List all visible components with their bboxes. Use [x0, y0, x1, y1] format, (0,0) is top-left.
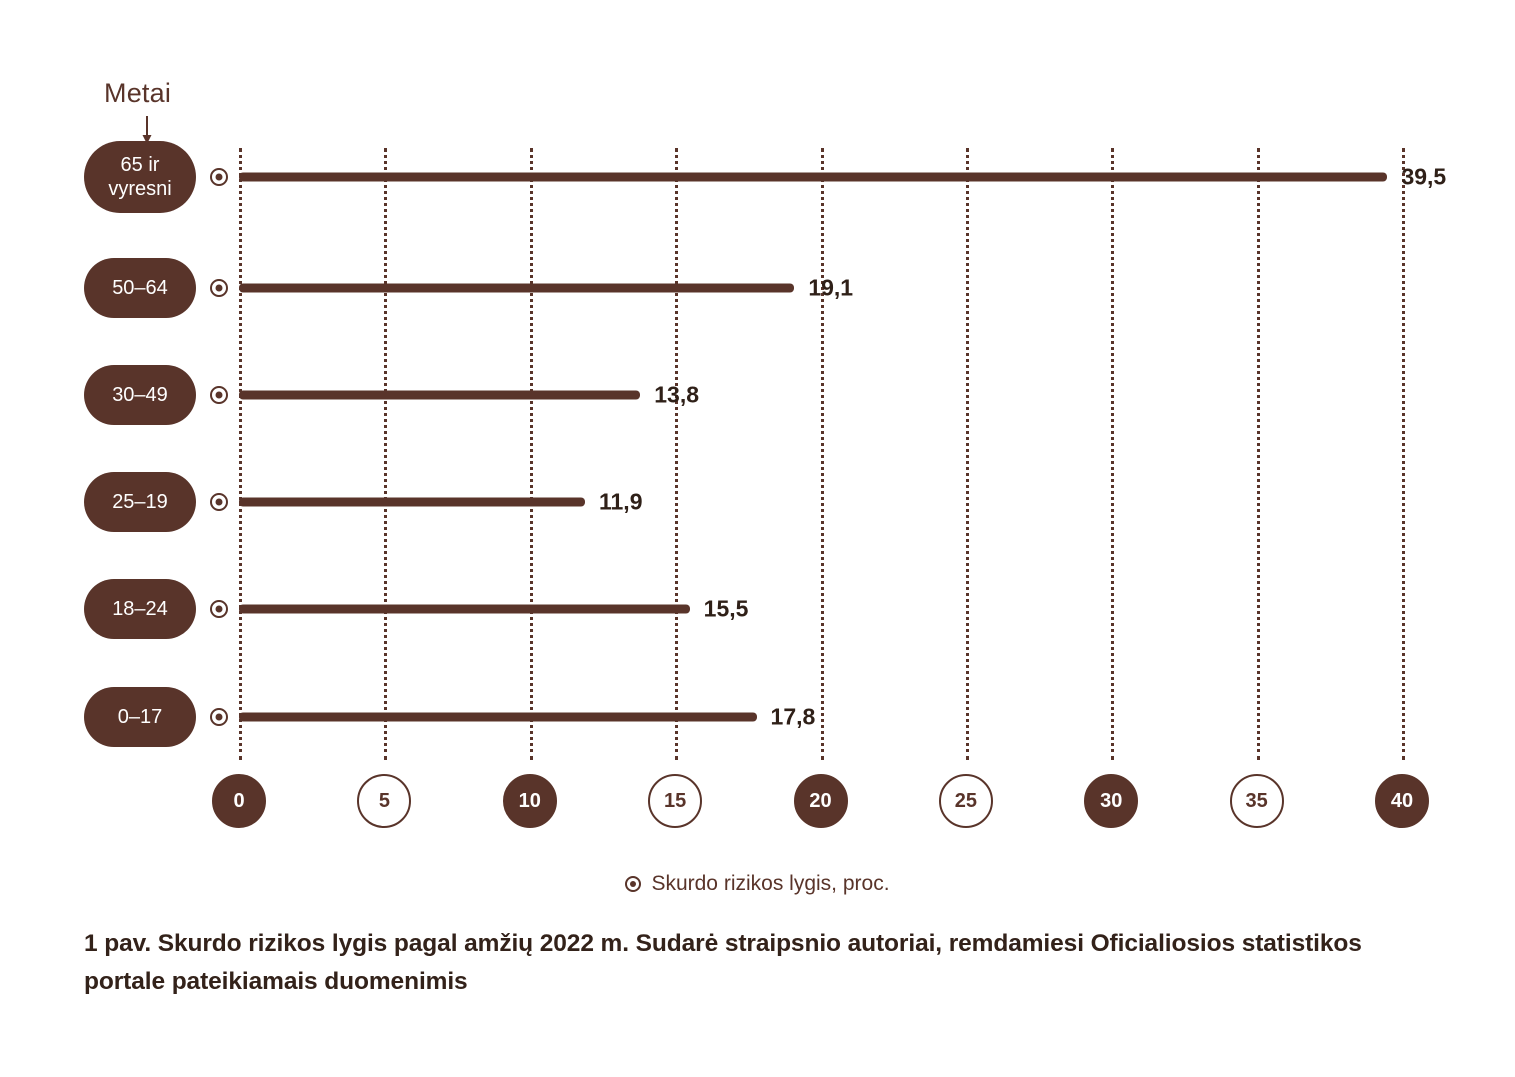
x-axis-tick: 35 [1230, 774, 1284, 828]
category-pill: 30–49 [84, 365, 196, 425]
bar-row [0, 375, 1515, 415]
x-axis-tick: 5 [357, 774, 411, 828]
gridline [530, 148, 533, 760]
bar-value-label: 19,1 [808, 274, 854, 301]
gridline [1402, 148, 1405, 760]
dot-marker-icon [210, 493, 228, 511]
bar-row [0, 157, 1515, 197]
bar-row [0, 697, 1515, 737]
bar-row [0, 482, 1515, 522]
gridline [384, 148, 387, 760]
bar [239, 605, 690, 614]
x-axis-tick: 15 [648, 774, 702, 828]
x-axis-tick: 40 [1375, 774, 1429, 828]
category-pill: 0–17 [84, 687, 196, 747]
x-axis-tick: 0 [212, 774, 266, 828]
bar-value-label: 39,5 [1401, 163, 1447, 190]
dot-marker-icon [210, 600, 228, 618]
bar [239, 173, 1387, 182]
bar [239, 284, 794, 293]
figure-caption: 1 pav. Skurdo rizikos lygis pagal amžių 2022 m. Sudarė straipsnio autoriai, remdamiesi Oficialiosios statistikos portale pateikiamais duomenimis [84, 930, 1362, 995]
chart-legend [0, 872, 1515, 896]
bar-row [0, 268, 1515, 308]
bar-value-label: 17,8 [770, 703, 816, 730]
gridline [675, 148, 678, 760]
bar [239, 391, 640, 400]
dot-marker-icon [210, 708, 228, 726]
bar-row [0, 589, 1515, 629]
bar [239, 713, 757, 722]
x-axis-tick: 30 [1084, 774, 1138, 828]
x-axis-tick: 10 [503, 774, 557, 828]
category-pill: 18–24 [84, 579, 196, 639]
gridline [966, 148, 969, 760]
dot-marker-icon [625, 876, 641, 892]
legend-label: Skurdo rizikos lygis, proc. [651, 872, 890, 895]
y-axis-title: Metai [104, 78, 172, 108]
dot-marker-icon [210, 168, 228, 186]
gridline [239, 148, 242, 760]
gridline [821, 148, 824, 760]
category-pill: 65 ir vyresni [84, 141, 196, 213]
bar-value-label: 11,9 [598, 488, 643, 515]
bar-value-label: 13,8 [654, 381, 699, 408]
dot-marker-icon [210, 279, 228, 297]
x-axis-tick: 25 [939, 774, 993, 828]
x-axis-tick: 20 [794, 774, 848, 828]
bar [239, 498, 585, 507]
dot-marker-icon [210, 386, 228, 404]
gridline [1111, 148, 1114, 760]
category-pill: 50–64 [84, 258, 196, 318]
gridline [1257, 148, 1260, 760]
bar-value-label: 15,5 [703, 595, 749, 622]
category-pill: 25–19 [84, 472, 196, 532]
